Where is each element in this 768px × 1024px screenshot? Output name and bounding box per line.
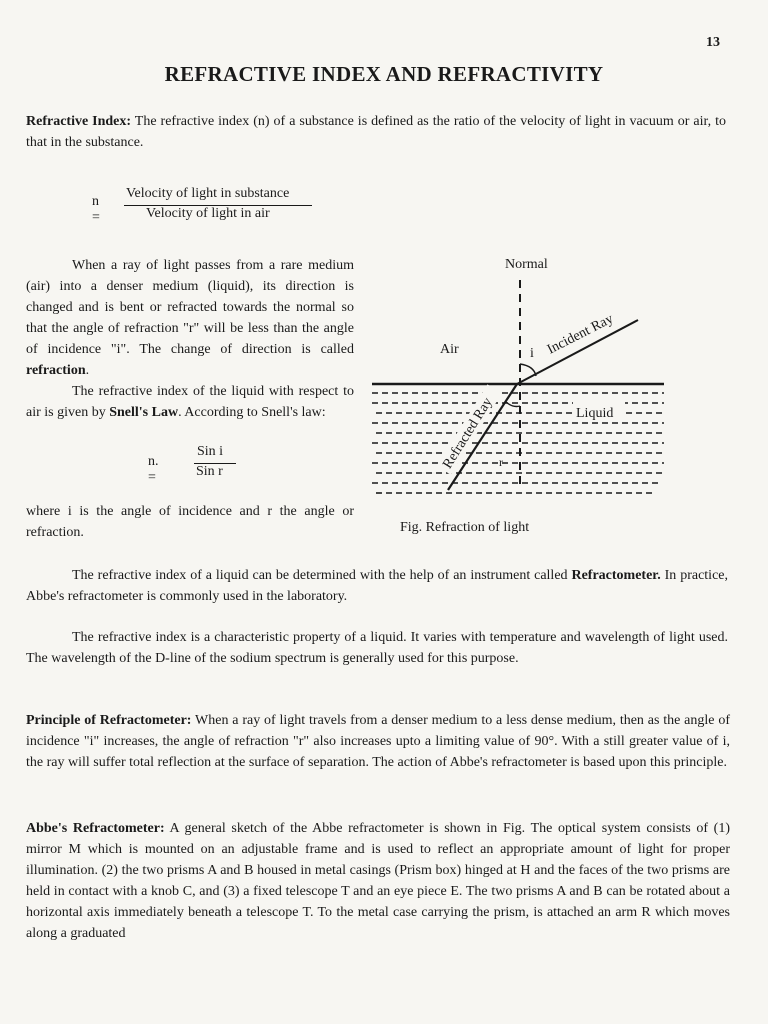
angle-i-label: i <box>530 346 534 361</box>
formula1-numerator: Velocity of light in substance <box>126 186 290 201</box>
abbe-text: A general sketch of the Abbe refractometer is shown in Fig. The optical system consists of (1) mirror M which is mounted on an adjustable frame and is used to reflect an appropriate amount of light for proper illumination. (2) the two prisms A and B housed in metal casings (Prism box) hinged at H and the faces of the two prisms are held in contact with a knob C, and (3) a fixed telescope T and an eye piece E. The two prisms A and B can be rotated about a horizontal axis immediately beneath a telescope T. To the metal case carrying the prism, is attached an arm R which moves along a graduated <box>26 821 730 941</box>
refraction-term: refraction <box>26 363 86 378</box>
property-text: The refractive index is a characteristic property of a liquid. It varies with temperature and wavelength of light used. The wavelength of the D-line of the sodium spectrum is generally used for this purpose. <box>26 630 728 666</box>
page-title: REFRACTIVE INDEX AND REFRACTIVITY <box>164 62 604 86</box>
refractometer-term: Refractometer. <box>571 568 661 583</box>
liquid-label: Liquid <box>576 406 614 421</box>
formula1-lhs: n = <box>92 194 100 225</box>
page-number: 13 <box>706 35 720 50</box>
where-paragraph: where i is the angle of incidence and r the angle or refraction. <box>26 504 354 540</box>
figure-caption: Fig. Refraction of light <box>400 520 530 535</box>
principle-term: Principle of Refractometer: <box>26 713 192 728</box>
incident-ray-label: Incident Ray <box>545 311 616 358</box>
snell-text-1: When a ray of light passes from a rare medium (air) into a denser medium (liquid), its direction is changed and is bent or refracted towards the normal so that the angle of refraction "r" will be less than the angle of incidence "i". The change of direction is called <box>26 258 354 357</box>
formula2-denominator: Sin r <box>196 464 223 479</box>
refraction-figure <box>368 250 668 515</box>
intro-text: The refractive index (n) of a substance is defined as the ratio of the velocity of light in vacuum or air, to that in the substance. <box>26 114 726 150</box>
principle-paragraph <box>26 710 730 773</box>
snell-text-3: The refractive index of the liquid with respect to air is given by <box>26 384 354 420</box>
snell-law-term: Snell's Law <box>109 405 179 420</box>
abbe-term: Abbe's Refractometer: <box>26 821 165 836</box>
property-paragraph <box>26 627 728 669</box>
refractometer-text-1: The refractive index of a liquid can be determined with the help of an instrument called <box>72 568 572 583</box>
principle-text: When a ray of light travels from a denser medium to a less dense medium, then as the angle of incidence "i" increases, the angle of refraction "r" also increases upto a limiting value of 90°. With a still greater value of i, the ray will suffer total reflection at the surface of separation. The action of Abbe's refractometer is based upon this principle. <box>26 713 730 770</box>
air-label: Air <box>440 342 459 357</box>
refractometer-paragraph <box>26 565 728 607</box>
normal-label: Normal <box>505 257 548 272</box>
refracted-ray-label: Refracted Ray <box>440 395 496 472</box>
intro-term: Refractive Index: <box>26 114 132 129</box>
snell-text-4: . According to Snell's law: <box>178 405 326 420</box>
formula2-numerator: Sin i <box>197 444 224 459</box>
abbe-paragraph <box>26 818 730 944</box>
formula1-denominator: Velocity of light in air <box>146 206 270 221</box>
angle-r-label: r <box>499 455 503 469</box>
intro-paragraph <box>26 111 726 153</box>
refractometer-text-2: In practice, Abbe's refractometer is commonly used in the laboratory. <box>26 568 728 604</box>
formula2-lhs: n. = <box>148 454 159 485</box>
snell-paragraph <box>26 255 354 423</box>
snell-text-2: . <box>85 363 90 378</box>
